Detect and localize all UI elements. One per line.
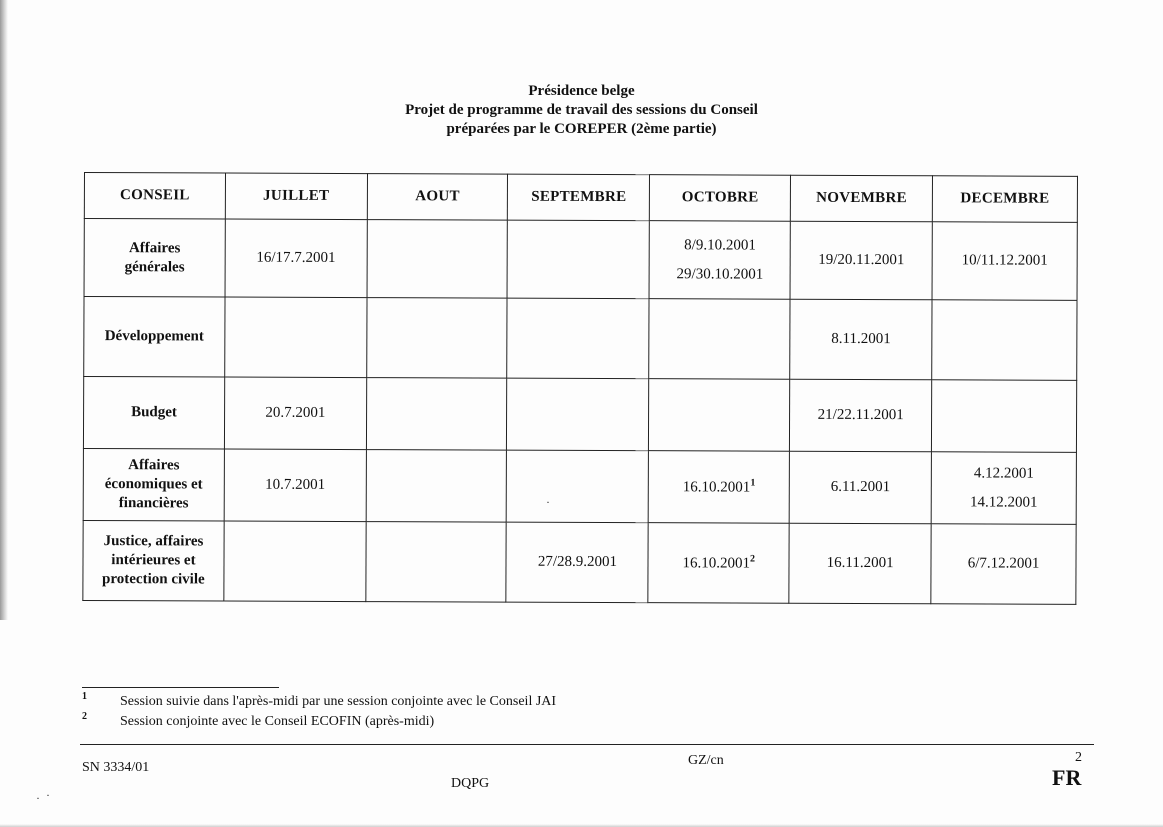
council-name-line: économiques et [104,476,203,493]
session-cell-juillet [224,521,366,602]
session-cell-aout [366,522,507,603]
council-name-line: Budget [131,404,177,421]
session-date: 16/17.7.2001 [256,249,336,266]
session-cell-juillet [224,377,366,450]
column-header-decembre: DECEMBRE [932,176,1077,223]
table-row [83,520,1076,604]
session-date: 27/28.9.2001 [537,553,618,571]
session-date: 4.12.2001 [973,464,1034,482]
footer-separator [80,744,1094,745]
session-date: 16.11.2001 [826,554,894,572]
footnote-text: Session conjointe avec le Conseil ECOFIN (après-midi) [120,714,435,729]
column-header-juillet: JUILLET [225,173,367,220]
session-cell-septembre [507,298,649,379]
session-cell-aout [367,220,508,299]
session-cell-octobre [649,379,790,452]
scan-speck: · [46,788,50,802]
council-name [83,520,224,601]
session-cell-novembre [790,299,932,380]
table-row [83,377,1076,453]
session-cell-novembre [790,221,932,300]
session-cell-juillet [225,297,367,378]
session-date: 19/20.11.2001 [818,251,905,269]
footnote-reference: 1 [750,477,756,489]
footnote-number: 2 [82,711,87,722]
session-date: 29/30.10.2001 [676,265,764,283]
scan-speck: · [36,791,40,805]
session-cell-octobre [649,299,790,380]
session-cell-septembre [507,378,649,451]
session-cell-aout [366,450,507,523]
column-header-conseil: CONSEIL [84,173,225,220]
council-name-line: Justice, affaires [103,533,204,550]
session-cell-aout [366,378,507,451]
session-date: 10/11.12.2001 [961,252,1048,269]
session-date: 10.7.2001 [265,476,326,493]
footnote-reference: 2 [750,553,756,565]
session-cell-decembre [932,300,1077,381]
council-name [83,448,224,521]
council-name-line: Développement [104,328,204,345]
title-line-2: Projet de programme de travail des sessions du Conseil [405,102,758,118]
session-cell-juillet [224,449,366,522]
author-initials: GZ/cn [688,753,724,768]
session-cell-novembre [790,379,932,452]
department-unit: DQPG [451,776,490,791]
session-date: 8.11.2001 [831,330,891,348]
session-date: 6/7.12.2001 [967,555,1040,572]
session-cell-novembre [789,523,931,604]
session-cell-juillet [225,219,367,298]
language-code: FR [1052,765,1082,790]
page-number: 2 [1075,750,1082,765]
council-name [84,219,225,298]
council-name-line: Affaires [128,239,181,256]
footnote-separator [82,687,279,688]
session-date: 16.10.2001$^1$ [682,477,756,496]
session-cell-septembre [507,220,649,299]
session-date: 16.10.2001$^2$ [682,553,756,572]
session-cell-novembre [789,451,931,524]
programme-table [82,172,1078,605]
title-line-3: préparées par le COREPER (2ème partie) [446,121,717,137]
council-name-line: financières [118,495,189,512]
session-cell-decembre [931,452,1076,525]
session-cell-aout [366,298,507,379]
council-name-line: Affaires [128,457,180,474]
column-header-octobre: OCTOBRE [650,175,791,222]
table-row [84,297,1077,381]
column-header-aout: AOUT [367,174,508,221]
session-cell-decembre [932,222,1077,301]
table-row [83,448,1076,524]
session-cell-octobre [648,523,789,604]
council-name-line: protection civile [102,571,205,588]
council-name [84,297,225,378]
session-cell-septembre [507,450,649,523]
column-header-novembre: NOVEMBRE [791,175,933,222]
council-name [83,377,224,450]
session-cell-septembre [506,522,648,603]
document-title [0,82,1163,139]
table-body [83,219,1077,605]
session-date: 6.11.2001 [830,478,891,496]
column-header-septembre: SEPTEMBRE [508,174,650,221]
title-line-1: Présidence belge [528,83,635,99]
council-name-line: générales [124,258,185,275]
council-name-line: intérieures et [111,552,196,569]
scan-speck: · [546,495,550,509]
session-date: 20.7.2001 [265,404,326,421]
footnote-number: 1 [82,691,87,702]
session-cell-octobre [649,221,790,300]
session-date: 8/9.10.2001 [684,236,756,254]
session-cell-octobre [649,451,790,524]
session-cell-decembre [932,380,1077,453]
session-date: 14.12.2001 [970,493,1038,511]
session-cell-decembre [931,524,1076,605]
session-date: 21/22.11.2001 [817,406,904,424]
table-header-row [84,173,1077,223]
table-row [84,219,1077,301]
footnote-text: Session suivie dans l'après-midi par une session conjointe avec le Conseil JAI [120,694,557,709]
document-reference: SN 3334/01 [82,760,150,775]
